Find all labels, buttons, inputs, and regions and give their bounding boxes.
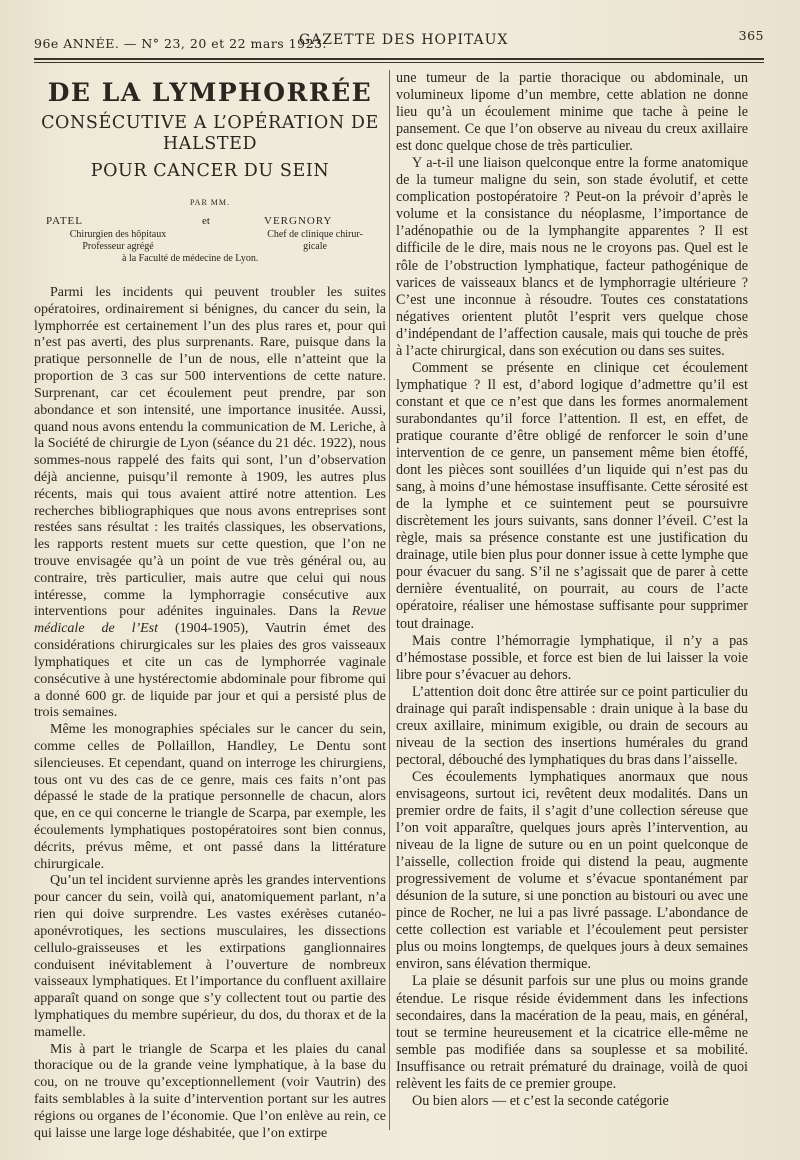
authors-block xyxy=(34,215,386,281)
authors-conjunction: et xyxy=(202,215,210,227)
paragraph-text: Parmi les incidents qui peuvent troubler les suites opératoires, ordinairement si bénignes, du cancer du sein, la lymphorrée est certainement l’un des plus rares et, pour qui n’est pas averti, des plus surprenants. Rare, puisque dans la pratique personnelle de l’un de nous, elle n’atteint que la proportion de 3 cas sur 500 interventions de cette nature. Surprenant, car cet écoulement peut prendre, par son abondance et son intensité, une importance inusitée. Aussi, quand nous avons entendu la communication de M. Leriche, à la Société de chirurgie de Lyon (séance du 21 déc. 1922), nous sommes-nous rappelé des faits qui sont, l’un d’observation déjà ancienne, puisqu’il remonte à 1909, les autres plus récents, mais qui tous avaient attiré notre attention. Les recherches bibliographiques que nous avons entreprises sont restées sans résultat : les traités classiques, les observations, les rapports restent muets sur cette question, que l’on ne trouve envisagée qu’à un point de vue très général ou, au contraire, très particulier, mais autre que celui qui nous intéresse, comme la lymphorragie consécutive aux interventions pour adénites inguinales. Dans la xyxy=(34,285,386,620)
paragraph: L’attention doit donc être attirée sur ce point particulier du drainage qui paraît indispensable : drain unique à la base du creux axillaire, minimum exigible, ou drain de secours au niveau de la section des insertions humérales du grand pectoral, débouché des lymphatiques du bras dans l’aisselle. xyxy=(396,683,748,768)
paragraph: Qu’un tel incident survienne après les grandes interventions pour cancer du sein, voilà qui, anatomiquement parlant, n’a rien qui doive surprendre. Les vastes exérèses cutanéo-aponévrotiques, les sections musculaires, les dissections cellulo-graisseuses et les extirpations ganglionnaires conduisent inévitablement à l’ouverture de nombreux vaisseaux lymphatiques. Et l’importance du confluent axillaire apparaît quand on songe que s’y collectent tout ou partie des lymphatiques du membre supérieur, du dos, du thorax et de la mamelle. xyxy=(34,873,386,1040)
authors-affiliation: à la Faculté de médecine de Lyon. xyxy=(122,253,259,264)
author-patel-role-1: Chirurgien des hôpitaux xyxy=(69,229,167,240)
author-vergnory-roles xyxy=(252,229,378,253)
author-vergnory-role-2: gicale xyxy=(303,241,327,252)
paragraph-text: (1904-1905), Vautrin émet des considérations chirurgicales sur les plaies des gros vaisseaux lymphatiques et cite un cas de lymphorrée vaginale consécutive à une hystérectomie abdominale pour fibrome qui a donné 600 gr. de liquide par jour et qui a persisté plus de trois semaines. xyxy=(34,621,386,721)
paragraph: Mais contre l’hémorragie lymphatique, il n’y a pas d’hémostase possible, et force est bien de lui laisser la voie libre pour s’évacuer au dehors. xyxy=(396,632,748,683)
header-rule-thick xyxy=(34,58,764,60)
paragraph: Ou bien alors — et c’est la seconde catégorie xyxy=(412,1092,669,1109)
journal-title: GAZETTE DES HOPITAUX xyxy=(299,32,509,48)
page-header xyxy=(34,28,764,56)
author-vergnory: VERGNORY xyxy=(264,215,333,227)
author-patel: PATEL xyxy=(46,215,83,227)
header-rule-thin xyxy=(34,62,764,63)
paragraph: Mis à part le triangle de Scarpa et les plaies du canal thoracique ou de la grande veine lymphatique, à la base du cou, on ne trouve qu’exceptionnellement (voir Vautrin) des faits semblables à la suite d’intervention portant sur les autres régions ou organes de l’économie. Que l’on enlève au rein, ce qui laisse une large loge déshabitée, que l’on extirpe xyxy=(34,1041,386,1141)
author-patel-role-2: Professeur agrégé xyxy=(82,241,154,252)
paragraph: La plaie se désunit parfois sur une plus ou moins grande étendue. Le risque réside évidemment dans les infections secondaires, dans la macération de la peau, mais, en général, tout se termine heureusement et la cicatrice elle-même ne semble pas modifiée dans sa souplesse et sa mobilité. Insuffisance ou retrait prématuré du drainage, voilà de quoi relèvent les faits de ce premier groupe. xyxy=(396,973,748,1092)
article-subtitle-line-1: CONSÉCUTIVE A L’OPÉRATION DE HALSTED xyxy=(41,113,379,154)
left-column xyxy=(34,70,386,1142)
cited-journal: Revue médicale de l’Est xyxy=(34,604,386,637)
author-vergnory-role-1: Chef de clinique chirur- xyxy=(267,229,363,240)
left-body-text xyxy=(34,285,386,1142)
right-column xyxy=(396,70,748,1110)
paragraph: Même les monographies spéciales sur le cancer du sein, comme celles de Pollaillon, Handley, Le Dentu sont silencieuses. Et cependant, quand on interroge les chirurgiens, tous ont vu des cas de ce genre, mais ces faits n’ont pas dépassé le stade de la pratique personnelle de chacun, alors que, en ce qui concerne le triangle de Scarpa, par exemple, les écoulements lymphatiques postopératoires sont bien connus, décrits, prévus même, et ont passé dans la littérature chirurgicale. xyxy=(34,722,386,872)
paragraph: une tumeur de la partie thoracique ou abdominale, un volumineux lipome d’un membre, cette ablation ne donne lieu qu’à un écoulement minime que tache à peine le pansement. Ce que l’on observe au niveau du creux axillaire est donc quelque chose de très particulier. xyxy=(396,70,748,155)
issue-line: 96e ANNÉE. — N° 23, 20 et 22 mars 1923. xyxy=(34,36,327,51)
paragraph: Ces écoulements lymphatiques anormaux que nous envisageons, surtout ici, revêtent deux modalités. Dans un premier ordre de faits, il s’agit d’une collection séreuse que l’on voit apparaître, quelques jours après l’intervention, au niveau de la ligne de suture ou en un point quelconque de l’aisselle, collection froide qui distend la peau, augmente progressivement de volume et s’évacue spontanément par désunion de la suture, si une ponction au bistouri ou avec une pince de Rocher, ne lui a pas livré passage. L’abondance de cette collection est variable et l’écoulement peut persister plus ou moins longtemps, de quelques jours à deux semaines environ, sans élévation thermique. xyxy=(396,768,748,973)
article-title: DE LA LYMPHORRÉE xyxy=(47,78,373,107)
paragraph xyxy=(34,285,386,722)
page-number: 365 xyxy=(738,28,764,43)
paragraph: Y a-t-il une liaison quelconque entre la forme anatomique de la tumeur maligne du sein, son stade évolutif, et cette complication postopératoire ? Peut-on la prévoir d’après le volume et la consistance du néoplasme, l’importance de l’adénopathie ou de la lymphangite apparentes ? Il est difficile de le dire, mais nous ne le croyons pas. Quel est le rôle de l’obstruction lymphatique, facteur pathogénique de varices de vaisseaux blancs et de lymphorragie ultérieure ? C’est une inconnue à résoudre. Toutes ces constatations négatives orientent plutôt l’esprit vers quelque chose d’indépendant de l’affection causale, mais qui touche de près à l’acte chirurgical, dans son exécution ou dans ses suites. xyxy=(396,155,748,359)
paragraph: Comment se présente en clinique cet écoulement lymphatique ? Il est, d’abord logique d’admettre qu’il est constant et que ce n’est que dans les formes anormalement surabondantes qu’il force l’attention. Il est, en effet, de pratique courante d’être obligé de renforcer le soin d’une intervention de ce genre, un pansement même bien étoffé, dont les pièces sont souillées d’un liquide qui n’est pas du sang, à moins d’une hémostase insuffisante. Cette sérosité est de la lymphe et ce suintement peut se poursuivre discrètement les jours suivants, sans donner l’éveil. C’est la règle, mais sa présence constante est une justification du drainage, utile bien plus pour donner issue à cette lymphe que pour évacuer du sang. S’il ne s’agissait que de parer à cette dernière éventualité, on pourrait, au cours de l’acte opératoire, réaliser une hémostase suffisante pour supprimer tout drainage. xyxy=(396,359,748,632)
column-divider xyxy=(389,70,390,1130)
byline-intro: PAR MM. xyxy=(189,198,231,207)
right-body-text xyxy=(396,70,748,1110)
author-patel-roles xyxy=(48,229,188,253)
article-subtitle-line-2: POUR CANCER DU SEIN xyxy=(90,161,330,181)
